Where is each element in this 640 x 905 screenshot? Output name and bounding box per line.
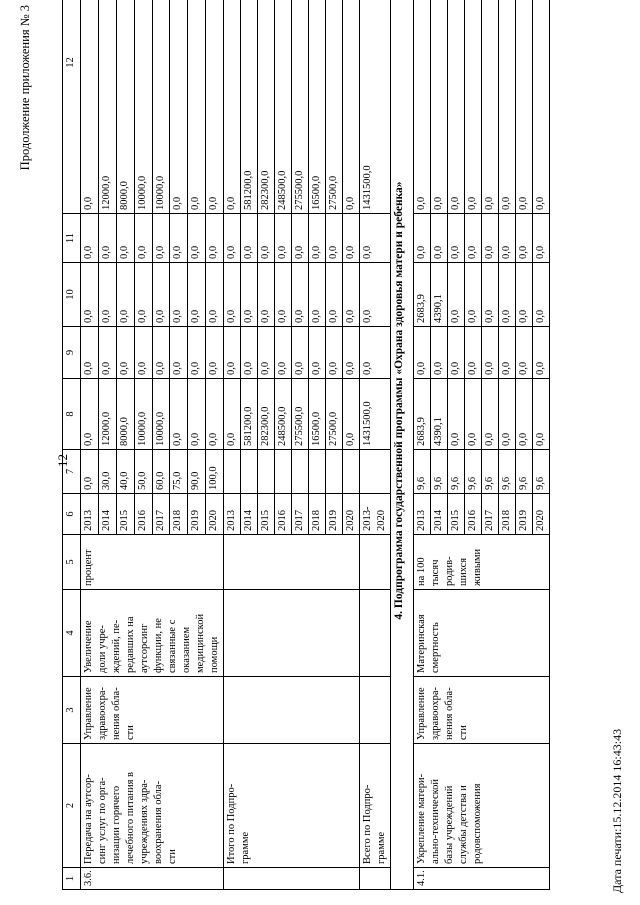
value-cell: 0,0 — [81, 327, 99, 379]
value-cell: 0,0 — [414, 214, 431, 263]
value-cell: 100,0 — [206, 450, 224, 494]
value-cell: 0,0 — [224, 263, 241, 327]
value-cell: 0,0 — [533, 327, 550, 379]
year-cell: 2013- 2020 — [360, 494, 391, 535]
value-cell: 0,0 — [98, 214, 116, 263]
value-cell: 16500,0 — [309, 379, 326, 450]
value-cell: 275500,0 — [292, 0, 309, 214]
value-cell: 0,0 — [241, 263, 258, 327]
value-cell: 0,0 — [188, 0, 206, 214]
header-cell: 2 — [63, 744, 81, 868]
value-cell: 0,0 — [224, 379, 241, 450]
value-cell: 0,0 — [258, 263, 275, 327]
section-row — [391, 0, 414, 890]
value-cell — [343, 450, 360, 494]
value-cell: 10000,0 — [134, 0, 152, 214]
value-cell: 0,0 — [533, 0, 550, 214]
value-cell: 0,0 — [241, 214, 258, 263]
value-cell: 0,0 — [241, 327, 258, 379]
value-cell: 0,0 — [360, 214, 391, 263]
value-cell: 0,0 — [516, 214, 533, 263]
value-cell: 0,0 — [499, 379, 516, 450]
value-cell: 0,0 — [206, 214, 224, 263]
table-body — [63, 0, 550, 890]
value-cell: 0,0 — [309, 263, 326, 327]
year-cell: 2020 — [343, 494, 360, 535]
year-cell: 2017 — [482, 494, 499, 535]
value-cell: 0,0 — [258, 214, 275, 263]
unit: процент — [81, 535, 224, 590]
header-cell: 9 — [63, 327, 81, 379]
value-cell: 581200,0 — [241, 0, 258, 214]
value-cell: 0,0 — [499, 327, 516, 379]
value-cell: 0,0 — [499, 214, 516, 263]
value-cell: 2683,9 — [414, 263, 431, 327]
value-cell: 0,0 — [431, 0, 448, 214]
value-cell: 0,0 — [414, 327, 431, 379]
value-cell: 0,0 — [326, 214, 343, 263]
value-cell: 12000,0 — [98, 0, 116, 214]
value-cell: 0,0 — [465, 0, 482, 214]
value-cell: 4390,1 — [431, 263, 448, 327]
empty-cell — [360, 677, 391, 744]
value-cell: 1431500,0 — [360, 0, 391, 214]
value-cell: 8000,0 — [116, 379, 134, 450]
value-cell — [258, 450, 275, 494]
value-cell — [292, 450, 309, 494]
value-cell: 27500,0 — [326, 0, 343, 214]
year-cell: 2014 — [431, 494, 448, 535]
value-cell: 282300,0 — [258, 379, 275, 450]
header-cell: 6 — [63, 494, 81, 535]
value-cell: 10000,0 — [152, 0, 170, 214]
value-cell: 0,0 — [258, 327, 275, 379]
value-cell: 0,0 — [448, 0, 465, 214]
value-cell: 0,0 — [326, 327, 343, 379]
header-cell: 11 — [63, 214, 81, 263]
row-number: 3.6. — [81, 868, 224, 890]
header-row — [63, 0, 81, 890]
value-cell: 0,0 — [116, 214, 134, 263]
value-cell: 0,0 — [516, 327, 533, 379]
activity-name: Передача на аутсор- синг услуг по орга- низации горячего лечебного питания в учреждениях здра- воохранения обла- сти — [81, 744, 224, 868]
year-cell: 2018 — [309, 494, 326, 535]
value-cell: 0,0 — [134, 214, 152, 263]
year-cell: 2020 — [206, 494, 224, 535]
value-cell — [241, 450, 258, 494]
value-cell: 0,0 — [98, 327, 116, 379]
value-cell: 0,0 — [343, 0, 360, 214]
empty-cell — [360, 535, 391, 590]
value-cell: 0,0 — [170, 263, 188, 327]
value-cell: 282300,0 — [258, 0, 275, 214]
value-cell: 0,0 — [170, 0, 188, 214]
value-cell: 0,0 — [343, 263, 360, 327]
value-cell: 0,0 — [188, 327, 206, 379]
year-cell: 2014 — [98, 494, 116, 535]
value-cell: 0,0 — [116, 327, 134, 379]
empty-cell — [224, 677, 360, 744]
value-cell: 248500,0 — [275, 379, 292, 450]
value-cell: 0,0 — [465, 214, 482, 263]
program-table — [62, 0, 550, 890]
value-cell: 40,0 — [116, 450, 134, 494]
value-cell: 0,0 — [465, 379, 482, 450]
header-cell: 3 — [63, 677, 81, 744]
value-cell: 0,0 — [448, 214, 465, 263]
value-cell: 0,0 — [152, 263, 170, 327]
value-cell — [275, 450, 292, 494]
value-cell: 0,0 — [448, 379, 465, 450]
value-cell: 0,0 — [275, 263, 292, 327]
value-cell: 0,0 — [134, 327, 152, 379]
value-cell: 0,0 — [533, 214, 550, 263]
year-cell: 2016 — [275, 494, 292, 535]
value-cell: 0,0 — [414, 0, 431, 214]
page-number: 12 — [55, 454, 70, 467]
value-cell: 0,0 — [224, 0, 241, 214]
empty-cell — [224, 590, 360, 677]
value-cell: 2683,9 — [414, 379, 431, 450]
value-cell: 0,0 — [81, 450, 99, 494]
value-cell: 0,0 — [516, 379, 533, 450]
value-cell: 0,0 — [116, 263, 134, 327]
year-cell: 2018 — [170, 494, 188, 535]
value-cell: 0,0 — [206, 379, 224, 450]
value-cell: 30,0 — [98, 450, 116, 494]
value-cell: 0,0 — [360, 263, 391, 327]
value-cell: 9,6 — [414, 450, 431, 494]
value-cell: 0,0 — [499, 263, 516, 327]
value-cell: 0,0 — [81, 214, 99, 263]
value-cell: 0,0 — [431, 214, 448, 263]
value-cell: 27500,0 — [326, 379, 343, 450]
value-cell: 0,0 — [188, 379, 206, 450]
value-cell: 1431500,0 — [360, 379, 391, 450]
value-cell: 0,0 — [309, 327, 326, 379]
value-cell: 0,0 — [152, 327, 170, 379]
table-row — [224, 0, 241, 890]
value-cell: 0,0 — [448, 327, 465, 379]
value-cell: 0,0 — [482, 0, 499, 214]
value-cell: 9,6 — [448, 450, 465, 494]
year-cell: 2014 — [241, 494, 258, 535]
value-cell: 9,6 — [465, 450, 482, 494]
header-cell: 10 — [63, 263, 81, 327]
value-cell: 0,0 — [81, 379, 99, 450]
value-cell: 0,0 — [206, 263, 224, 327]
year-cell: 2013 — [81, 494, 99, 535]
value-cell: 9,6 — [482, 450, 499, 494]
value-cell: 0,0 — [431, 327, 448, 379]
value-cell: 60,0 — [152, 450, 170, 494]
value-cell: 275500,0 — [292, 379, 309, 450]
value-cell: 0,0 — [81, 263, 99, 327]
value-cell: 0,0 — [170, 327, 188, 379]
value-cell: 0,0 — [188, 214, 206, 263]
value-cell: 0,0 — [343, 214, 360, 263]
value-cell: 0,0 — [482, 263, 499, 327]
value-cell: 0,0 — [170, 379, 188, 450]
value-cell: 0,0 — [533, 379, 550, 450]
value-cell: 10000,0 — [134, 379, 152, 450]
year-cell: 2016 — [134, 494, 152, 535]
value-cell: 0,0 — [533, 263, 550, 327]
year-cell: 2018 — [499, 494, 516, 535]
year-cell: 2013 — [224, 494, 241, 535]
activity-name: Укрепление матери- ально-технической базы учреждений службы детства и родовспоможения — [414, 744, 550, 868]
value-cell: 0,0 — [343, 379, 360, 450]
value-cell: 0,0 — [275, 327, 292, 379]
value-cell — [224, 450, 241, 494]
year-cell: 2019 — [326, 494, 343, 535]
year-cell: 2015 — [258, 494, 275, 535]
value-cell: 90,0 — [188, 450, 206, 494]
value-cell: 12000,0 — [98, 379, 116, 450]
indicator: Материнская смертность — [414, 590, 550, 677]
value-cell: 248500,0 — [275, 0, 292, 214]
value-cell: 0,0 — [81, 0, 99, 214]
value-cell: 0,0 — [326, 263, 343, 327]
row-number — [360, 868, 391, 890]
value-cell: 0,0 — [98, 263, 116, 327]
appendix-note: Продолжение приложения № 3 — [18, 5, 32, 171]
year-cell: 2016 — [465, 494, 482, 535]
year-cell: 2013 — [414, 494, 431, 535]
table-row — [360, 0, 391, 890]
header-cell: 12 — [63, 0, 81, 214]
value-cell: 0,0 — [188, 263, 206, 327]
value-cell: 0,0 — [292, 263, 309, 327]
value-cell: 0,0 — [224, 214, 241, 263]
vsego-label: Всего по Подпро- грамме — [360, 744, 391, 868]
value-cell: 9,6 — [516, 450, 533, 494]
executor: Управление здравоохра- нения обла- сти — [414, 677, 550, 744]
value-cell — [309, 450, 326, 494]
value-cell: 0,0 — [482, 379, 499, 450]
header-cell: 4 — [63, 590, 81, 677]
year-cell: 2020 — [533, 494, 550, 535]
executor: Управление здравоохра- нения обла- сти — [81, 677, 224, 744]
value-cell: 9,6 — [533, 450, 550, 494]
empty-cell — [360, 590, 391, 677]
value-cell: 0,0 — [224, 327, 241, 379]
value-cell: 0,0 — [206, 0, 224, 214]
empty-cell — [224, 535, 360, 590]
value-cell: 0,0 — [482, 214, 499, 263]
year-cell: 2015 — [448, 494, 465, 535]
header-cell: 1 — [63, 868, 81, 890]
value-cell: 9,6 — [431, 450, 448, 494]
value-cell: 75,0 — [170, 450, 188, 494]
row-number: 4.1. — [414, 868, 550, 890]
year-cell: 2019 — [188, 494, 206, 535]
value-cell: 0,0 — [292, 327, 309, 379]
value-cell: 4390,1 — [431, 379, 448, 450]
value-cell: 8000,0 — [116, 0, 134, 214]
value-cell — [360, 450, 391, 494]
value-cell: 0,0 — [343, 327, 360, 379]
value-cell: 581200,0 — [241, 379, 258, 450]
header-cell: 5 — [63, 535, 81, 590]
value-cell: 0,0 — [499, 0, 516, 214]
value-cell: 9,6 — [499, 450, 516, 494]
year-cell: 2019 — [516, 494, 533, 535]
value-cell: 0,0 — [134, 263, 152, 327]
value-cell: 0,0 — [292, 214, 309, 263]
value-cell: 16500,0 — [309, 0, 326, 214]
value-cell: 10000,0 — [152, 379, 170, 450]
itogo-label: Итого по Подпро- грамме — [224, 744, 360, 868]
value-cell: 0,0 — [482, 327, 499, 379]
value-cell: 0,0 — [360, 327, 391, 379]
value-cell: 0,0 — [309, 214, 326, 263]
unit: на 100 тысяч родив- шихся живыми — [414, 535, 550, 590]
value-cell: 0,0 — [275, 214, 292, 263]
year-cell: 2017 — [152, 494, 170, 535]
header-cell: 7 — [63, 450, 81, 494]
value-cell: 0,0 — [516, 0, 533, 214]
value-cell: 0,0 — [465, 327, 482, 379]
value-cell: 50,0 — [134, 450, 152, 494]
value-cell: 0,0 — [516, 263, 533, 327]
value-cell: 0,0 — [448, 263, 465, 327]
table-row — [414, 0, 431, 890]
value-cell: 0,0 — [152, 214, 170, 263]
indicator: Увеличение доли учре- ждений, пе- редавших на аутсорсинг функции, не связанные с оказанием медицинской помощи — [81, 590, 224, 677]
section-title: 4. Подпрограмма государственной программы «Охрана здоровья матери и ребенка» — [391, 0, 414, 890]
year-cell: 2015 — [116, 494, 134, 535]
value-cell: 0,0 — [465, 263, 482, 327]
print-date: Дата печати:15.12.2014 16:43:43 — [610, 728, 624, 893]
header-cell: 8 — [63, 379, 81, 450]
value-cell: 0,0 — [206, 327, 224, 379]
row-number — [224, 868, 360, 890]
value-cell: 0,0 — [170, 214, 188, 263]
table-row — [81, 0, 99, 890]
value-cell — [326, 450, 343, 494]
year-cell: 2017 — [292, 494, 309, 535]
